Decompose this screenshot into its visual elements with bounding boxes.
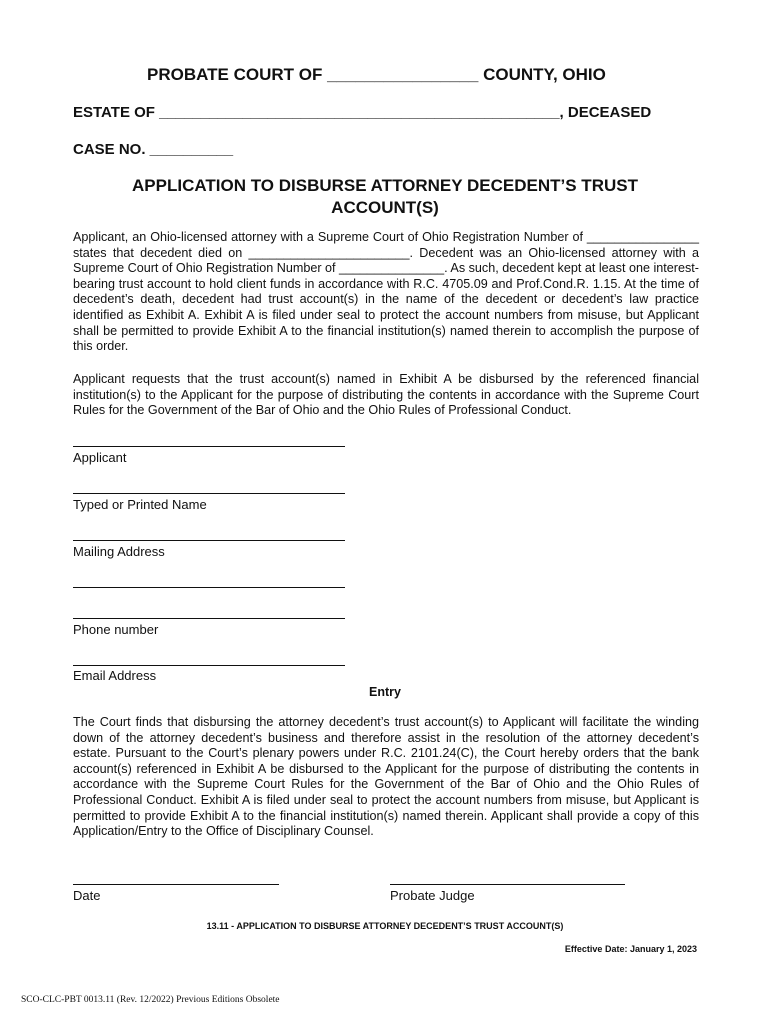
phone-label: Phone number (73, 622, 159, 637)
phone-line[interactable] (73, 618, 345, 619)
form-title-line2: ACCOUNT(S) (331, 198, 439, 217)
estate-line: ESTATE OF ________________________________________________, DECEASED (73, 104, 652, 121)
case-number-line: CASE NO. __________ (73, 141, 234, 158)
date-line[interactable] (73, 884, 279, 885)
mailing-address-line-2[interactable] (73, 587, 345, 588)
typed-name-line[interactable] (73, 493, 345, 494)
email-label: Email Address (73, 668, 157, 683)
entry-paragraph: The Court finds that disbursing the attorney decedent’s trust account(s) to Applicant will facilitate the winding down of the attorney decedent’s business and therefore assist in the resolution of the attorney decedent’s estate. Pursuant to the Court’s plenary powers under R.C. 2101.24(C), the Court hereby orders that the bank account(s) referenced in Exhibit A be disbursed to the Applicant for the purpose of distributing the contents in accordance with the Supreme Court Rules for the Government of the Bar of Ohio and the Ohio Rules of Professional Conduct. Exhibit A is filed under seal to protect the account numbers from misuse, but Applicant is permitted to provide Exhibit A to the financial institution(s) named therein. Applicant shall provide a copy of this Application/Entry to the Office of Disciplinary Counsel. (73, 715, 699, 839)
judge-signature-line[interactable] (390, 884, 625, 885)
application-paragraph-1: Applicant, an Ohio-licensed attorney with a Supreme Court of Ohio Registration Number of ________________ states that decedent died on _______________________. Decedent was an Ohio-licensed attorney with a Supreme Court of Ohio Registration Number of _______________. As such, decedent kept at least one interest-bearing trust account to hold client funds in accordance with R.C. 4705.09 and Prof.Cond.R. 1.15. At the time of decedent’s death, decedent had trust account(s) in the name of the decedent or decedent’s law practice identified as Exhibit A. Exhibit A is filed under seal to protect the account numbers from misuse, but Applicant shall be permitted to provide Exhibit A to the financial institution(s) named therein to accomplish the purpose of this order. (73, 230, 699, 354)
date-label: Date (73, 888, 101, 903)
application-paragraph-2: Applicant requests that the trust account(s) named in Exhibit A be disbursed by the referenced financial institution(s) to the Applicant for the purpose of distributing the contents in accordance with the Supreme Court Rules for the Government of the Bar of Ohio and the Ohio Rules of Professional Conduct. (73, 372, 699, 418)
judge-label: Probate Judge (390, 888, 475, 903)
email-line[interactable] (73, 665, 345, 666)
form-title (0, 175, 770, 219)
court-header: PROBATE COURT OF ________________ COUNTY, OHIO (147, 65, 606, 84)
mailing-address-label: Mailing Address (73, 544, 165, 559)
applicant-label: Applicant (73, 450, 127, 465)
mailing-address-line[interactable] (73, 540, 345, 541)
applicant-signature-line[interactable] (73, 446, 345, 447)
footer-form-title: 13.11 - APPLICATION TO DISBURSE ATTORNEY DECEDENT’S TRUST ACCOUNT(S) (206, 921, 564, 931)
typed-name-label: Typed or Printed Name (73, 497, 207, 512)
entry-heading: Entry (369, 685, 401, 699)
form-code: SCO-CLC-PBT 0013.11 (Rev. 12/2022) Previous Editions Obsolete (21, 995, 280, 1005)
form-title-line1: APPLICATION TO DISBURSE ATTORNEY DECEDENT’S TRUST (132, 176, 638, 195)
effective-date: Effective Date: January 1, 2023 (564, 944, 697, 954)
